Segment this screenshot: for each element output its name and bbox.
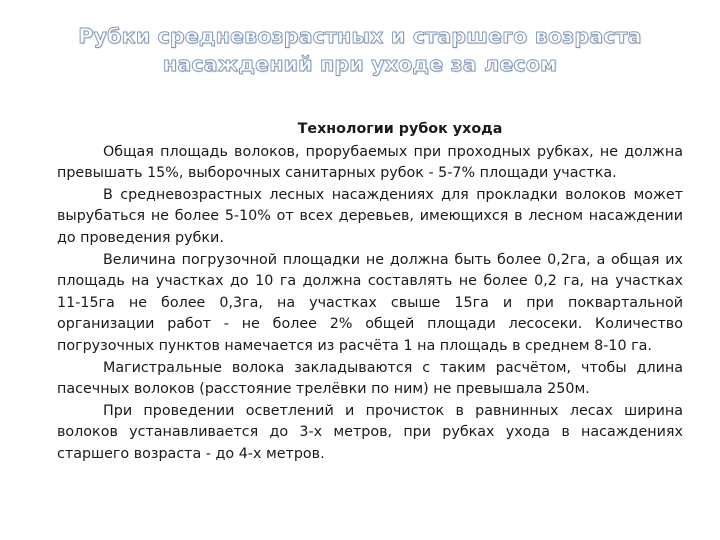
paragraph-portage-width: При проведении осветлений и прочисток в равнинных лесах ширина волоков устанавливается до 3-х метров, при рубках ухода в насаждениях старшего возраста - до 4-х метров. bbox=[57, 402, 683, 462]
paragraph-felling-share: В средневозрастных лесных насаждениях для прокладки волоков может вырубаться не более 5-10% от всех деревьев, имеющихся в лесном насаждении до проведения рубки. bbox=[57, 186, 683, 246]
slide-title: Рубки средневозрастных и старшего возраста насаждений при уходе за лесом bbox=[78, 24, 642, 76]
paragraph-portage-area: Общая площадь волоков, прорубаемых при проходных рубках, не должна превышать 15%, выборочных санитарных рубок - 5-7% площади участка. bbox=[57, 143, 683, 182]
content-heading: Технологии рубок ухода bbox=[297, 121, 503, 137]
paragraph-loading-area: Величина погрузочной площадки не должна быть более 0,2га, а общая их площадь на участках до 10 га должна составлять не более 0,2 га, на участках 11-15га не более 0,3га, на участках свыше 15га и при поквартальной организации работ - не более 2% общей площади лесосеки. Количество погрузочных пунктов намечается из расчёта 1 на площадь в среднем 8-10 га. bbox=[57, 251, 683, 354]
paragraph-main-portages: Магистральные волока закладываются с таким расчётом, чтобы длина пасечных волоков (расстояние трелёвки по ним) не превышала 250м. bbox=[57, 359, 683, 398]
slide-content bbox=[57, 119, 683, 466]
